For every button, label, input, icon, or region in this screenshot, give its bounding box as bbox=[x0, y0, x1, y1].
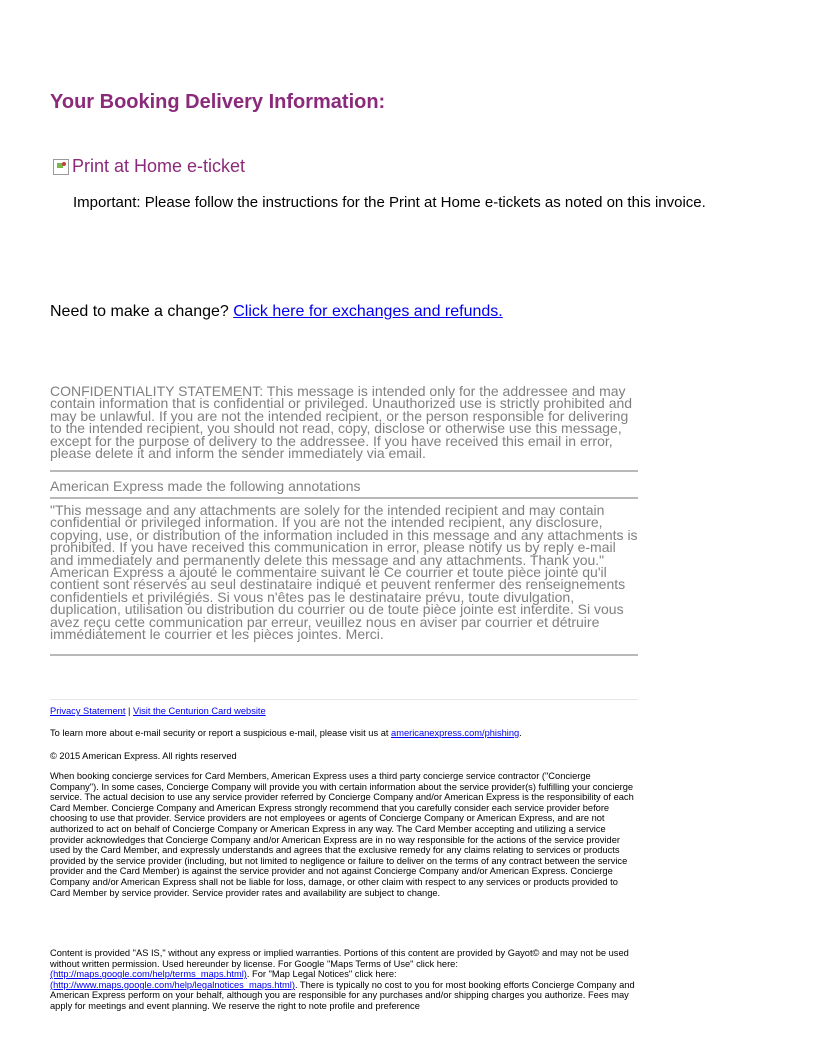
centurion-card-link[interactable]: Visit the Centurion Card website bbox=[133, 706, 266, 716]
link-separator: | bbox=[128, 706, 131, 716]
content-disclaimer bbox=[50, 948, 640, 1012]
divider bbox=[50, 654, 638, 656]
exchanges-refunds-link[interactable]: Click here for exchanges and refunds. bbox=[233, 303, 503, 320]
footer-divider bbox=[50, 699, 638, 700]
security-text: To learn more about e-mail security or report a suspicious e-mail, please visit us at bbox=[50, 728, 389, 738]
maps-terms-link[interactable]: (http://maps.google.com/help/terms_maps.html) bbox=[50, 969, 247, 980]
broken-image-icon bbox=[53, 159, 69, 175]
content-disclaimer-text: Content is provided "AS IS," without any express or implied warranties. Portions of this content are provided by Gayot© and may not be used without written permission. Used hereunder by license. For Google "Maps Terms of Use" click here: bbox=[50, 948, 629, 969]
annotation-header: American Express made the following annotations bbox=[50, 478, 361, 494]
concierge-disclaimer: When booking concierge services for Card Members, American Express uses a third party concierge service contractor ("Concierge Company"). In some cases, Concierge Company will provide you with certain information about the service provider(s) fulfilling your concierge service. The actual decision to use any service provider referred by Concierge Company and/or American Express is the responsibility of each Card Member. Concierge Company and American Express strongly recommend that you carefully consider each service provider before choosing to use that provider. Service providers are not employees or agents of Concierge Company or American Express, and are not authorized to act on behalf of Concierge Company or American Express in any way. The Card Member accepting and utilizing a service provider acknowledges that Concierge Company and/or American Express are in no way responsible for the actions of the service provider used by the Card Member, and expressly understands and agrees that the exclusive remedy for any claims relating to services or products provided by the service provider (including, but not limited to negligence or failure to deliver on the terms of any contract between the service provider and the Card Member) is against the service provider and not against Concierge Company and/or American Express. Concierge Company and/or American Express shall not be liable for loss, damage, or other claim with respect to any services or products provided to Card Member by service provider. Service provider rates and availability are subject to change. bbox=[50, 771, 634, 898]
footer-links bbox=[50, 706, 640, 717]
annotation-text: "This message and any attachments are solely for the intended recipient and may contain confidential or privileged information. If you are not the intended recipient, any disclosure, copying, use, or distribution of the information included in this message and any attachments is prohibited. If you have received this communication in error, please notify us by reply e-mail and immediately and permanently delete this message and any attachments. Thank you." American Express a ajouté le commentaire suivant le Ce courrier et toute pièce jointe qu'il contient sont réservés au seul destinataire indiqué et peuvent renfermer des renseignements confidentiels et privilégiés. Si vous n'êtes pas le destinataire prévu, toute divulgation, duplication, utilisation ou distribution du courrier ou de toute pièce jointe est interdite. Si vous avez reçu cette communication par erreur, veuillez nous en aviser par courrier et détruire immédiatement le courrier et les pièces jointes. Merci. bbox=[50, 502, 638, 643]
important-note: Important: Please follow the instructions for the Print at Home e-tickets as noted on this invoice. bbox=[73, 194, 706, 211]
maps-legal-notices-link[interactable]: (http://www.maps.google.com/help/legalnotices_maps.html) bbox=[50, 979, 295, 990]
confidentiality-text: CONFIDENTIALITY STATEMENT: This message is intended only for the addressee and may contain information that is confidential or privileged. Unauthorized use is strictly prohibited and may be unlawful. If you are not the intended recipient, or the person responsible for delivering to the intended recipient, you should not read, copy, disclose or otherwise use this message, except for the purpose of delivery to the addressee. If you have received this email in error, please delete it and inform the sender immediately via email. bbox=[50, 383, 633, 462]
ticket-delivery-method bbox=[53, 156, 245, 177]
content-disclaimer-text: . There is typically no cost to you for most booking efforts Concierge Company and American Express perform on your behalf, although you are responsible for any purchases and/or shipping charges you authorize. Fees may apply for meetings and event planning. We reserve the right to note profile and preference bbox=[50, 979, 635, 1011]
page-title: Your Booking Delivery Information: bbox=[50, 91, 386, 113]
security-notice bbox=[50, 728, 640, 739]
privacy-statement-link[interactable]: Privacy Statement bbox=[50, 706, 126, 716]
change-prompt-text: Need to make a change? bbox=[50, 303, 229, 320]
security-period: . bbox=[519, 728, 522, 738]
change-prompt bbox=[50, 303, 503, 321]
divider bbox=[50, 497, 638, 499]
divider bbox=[50, 470, 638, 472]
phishing-link[interactable]: americanexpress.com/phishing bbox=[391, 728, 520, 738]
content-disclaimer-text: . For "Map Legal Notices" click here: bbox=[246, 969, 397, 980]
copyright: © 2015 American Express. All rights reserved bbox=[50, 751, 237, 761]
ticket-label: Print at Home e-ticket bbox=[72, 156, 246, 176]
confidentiality-statement bbox=[50, 383, 638, 462]
